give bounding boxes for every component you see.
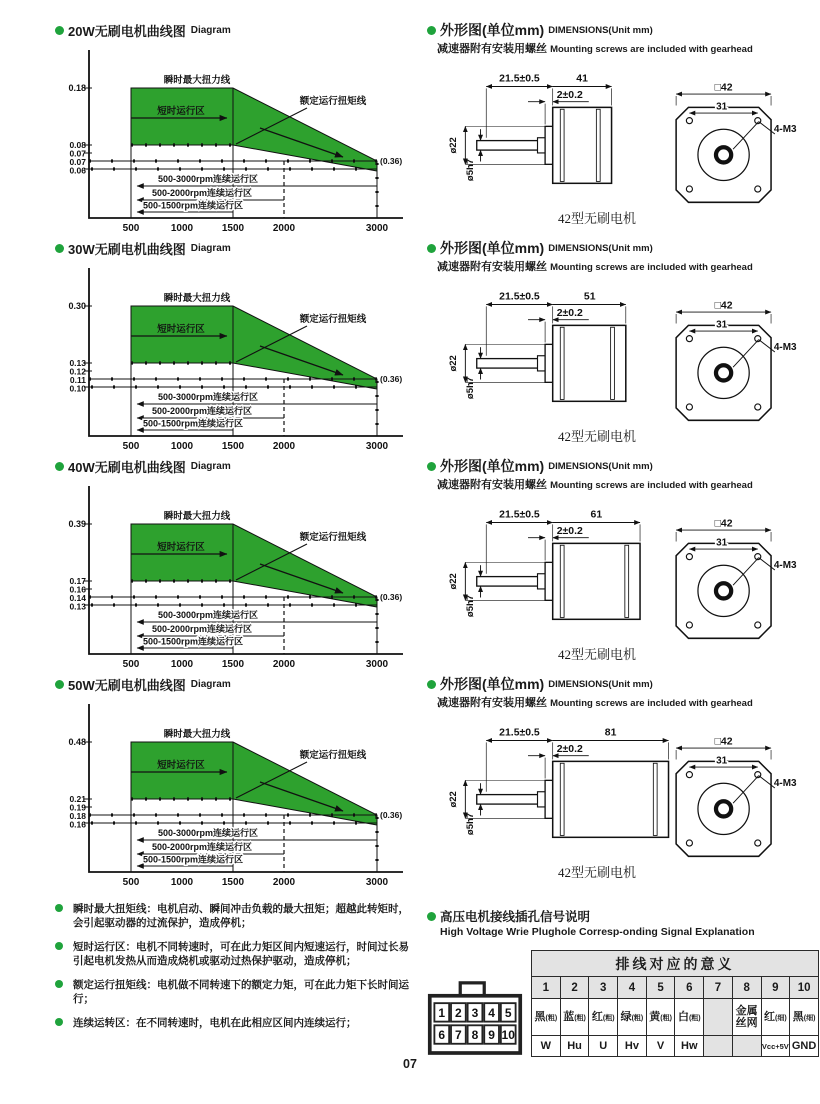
dim-title-en: DIMENSIONS(Unit mm)	[548, 24, 653, 36]
green-bullet-icon	[427, 462, 436, 471]
green-bullet-icon	[55, 942, 63, 950]
xtick-3000: 3000	[365, 223, 389, 234]
shaft	[477, 141, 545, 150]
green-bullet-icon	[427, 680, 436, 689]
zone-2000-label: 500-2000rpm连续运行区	[151, 406, 253, 416]
shaft-step	[538, 138, 546, 153]
ytick-0: 0.18	[68, 83, 86, 93]
ytick-4: 0.16	[69, 819, 86, 830]
ytick-3: 0.07	[69, 157, 86, 167]
motor-curve-chart-block	[55, 22, 421, 240]
wire-color-cell	[761, 999, 790, 1036]
dim-title-en: DIMENSIONS(Unit mm)	[548, 678, 653, 690]
chart-title-en: Diagram	[190, 242, 231, 254]
connector-pin-number: 4	[488, 1006, 495, 1020]
wire-size-label: (粗)	[688, 1014, 701, 1022]
chart-title-cn: 30W无刷电机曲线图	[68, 241, 186, 257]
xtick-1000: 1000	[170, 223, 194, 234]
motor-outline-drawing	[431, 494, 813, 644]
chart-title-en: Diagram	[190, 24, 231, 36]
rated-line-label: 额定运行扭矩线	[299, 532, 367, 543]
wire-size-label: (粗)	[631, 1014, 644, 1022]
page-number: 07	[403, 1057, 417, 1071]
dimensions-column	[427, 22, 819, 1057]
charts-column	[55, 22, 421, 1057]
ytick-2: 0.19	[69, 802, 86, 813]
wire-color-name: 红	[591, 1010, 603, 1023]
ytick-1: 0.17	[69, 576, 86, 586]
chart-title-cn: 20W无刷电机曲线图	[68, 23, 186, 39]
signal-title-cn: 高压电机接线插孔信号说明	[440, 910, 591, 924]
motor-body	[553, 107, 612, 183]
ytick-0: 0.48	[68, 737, 86, 747]
pilot-boss	[545, 562, 553, 600]
wire-size-label: (粗)	[602, 1014, 615, 1022]
pilot-boss	[545, 780, 553, 818]
zone-3000-label: 500-3000rpm连续运行区	[157, 610, 259, 620]
peak-line-label: 瞬时最大扭力线	[163, 511, 231, 522]
ytick-3: 0.18	[69, 811, 86, 821]
peak-line-label: 瞬时最大扭力线	[163, 729, 231, 740]
ytick-2: 0.07	[69, 148, 86, 159]
ytick-4: 0.06	[69, 165, 86, 176]
green-bullet-icon	[55, 462, 64, 471]
boss-dia-label: ø22	[447, 791, 459, 808]
dim-title-cn: 外形图(单位mm)	[440, 676, 545, 692]
drawing-caption: 42型无刷电机	[557, 211, 636, 226]
dim-title	[427, 240, 819, 256]
hole-pitch-label: 31	[716, 319, 728, 331]
xtick-1500: 1500	[221, 877, 245, 888]
connector-pin-number: 3	[471, 1006, 479, 1020]
connector-pin-number: 1	[438, 1006, 446, 1020]
shaft-dia-label: ø5h7	[464, 376, 476, 400]
zone-3000-label: 500-3000rpm连续运行区	[157, 392, 259, 402]
connector-pin-number: 9	[488, 1028, 495, 1043]
pin-number-cell: 2	[560, 977, 589, 999]
screw-label: 4-M3	[773, 560, 797, 572]
chart-title-en: Diagram	[190, 678, 231, 690]
connector-pin-number: 7	[455, 1028, 462, 1043]
wire-color-cell	[704, 999, 733, 1036]
chart-title-cn: 40W无刷电机曲线图	[68, 459, 186, 475]
dim-subtitle	[437, 694, 819, 710]
shaft-length-label: 21.5±0.5	[499, 73, 540, 85]
signal-name-cell: Hv	[618, 1036, 647, 1057]
pin-number-cell: 4	[618, 977, 647, 999]
motor-curve-chart-block	[55, 676, 421, 894]
motor-outline-drawing	[431, 712, 813, 862]
pin-number-cell: 9	[761, 977, 790, 999]
xtick-3000: 3000	[365, 659, 389, 670]
green-bullet-icon	[427, 26, 436, 35]
green-bullet-icon	[55, 980, 63, 988]
short-zone-label: 短时运行区	[157, 542, 205, 553]
shaft-length-label: 21.5±0.5	[499, 727, 540, 739]
dim-title	[427, 22, 819, 38]
wire-size-label: (粗)	[545, 1014, 558, 1022]
screw-label: 4-M3	[773, 778, 797, 790]
signal-name-cell: U	[589, 1036, 618, 1057]
wire-color-name: 金属丝网	[735, 1004, 758, 1029]
torque-speed-chart	[55, 258, 411, 456]
body-length-label: 61	[590, 509, 603, 521]
pilot-boss	[545, 344, 553, 382]
zone-3000-label: 500-3000rpm连续运行区	[157, 828, 259, 838]
rated-line-label: 额定运行扭矩线	[299, 314, 367, 325]
wire-color-cell	[560, 999, 589, 1036]
ytick-4: 0.10	[69, 383, 86, 394]
boss-thickness-label: 2±0.2	[556, 743, 583, 755]
torque-speed-chart	[55, 476, 411, 674]
dim-subtitle-cn: 减速器附有安装用螺丝	[437, 43, 547, 55]
zone-1500-label: 500-1500rpm连续运行区	[142, 418, 244, 429]
shaft-dia-label: ø5h7	[464, 594, 476, 618]
annotation: (0.36)	[380, 592, 403, 602]
note-text: 短时运行区：电机不同转速时，可在此力矩区间内短速运行，时间过长易引起电机发热从而造成烧机或驱动过热保护驱动，造成停机；	[73, 940, 409, 968]
signal-name-cell: Hu	[560, 1036, 589, 1057]
xtick-1000: 1000	[170, 659, 194, 670]
ytick-2: 0.16	[69, 584, 86, 595]
shaft-hole	[716, 147, 731, 162]
table-header: 排线对应的意义	[532, 951, 819, 977]
hole-pitch-label: 31	[716, 537, 728, 549]
xtick-500: 500	[122, 659, 140, 670]
xtick-1500: 1500	[221, 441, 245, 452]
pin-number-cell: 6	[675, 977, 704, 999]
pin-number-cell: 3	[589, 977, 618, 999]
square-label: □42	[714, 82, 733, 94]
motor-outline-drawing	[431, 58, 813, 208]
annotation: (0.36)	[380, 156, 403, 166]
connector-plug-icon	[427, 977, 523, 1057]
xtick-500: 500	[122, 877, 140, 888]
drawing-caption: 42型无刷电机	[557, 865, 636, 880]
chart-title	[55, 458, 421, 474]
annotation: (0.36)	[380, 374, 403, 384]
dim-subtitle-en: Mounting screws are included with gearhead	[550, 698, 753, 709]
pin-number-cell: 8	[732, 977, 761, 999]
dim-subtitle	[437, 476, 819, 492]
wire-color-cell	[532, 999, 561, 1036]
shaft-hole	[716, 583, 731, 598]
wire-color-cell	[732, 999, 761, 1036]
note-item	[55, 978, 413, 1007]
signal-table	[531, 950, 819, 1057]
wire-color-cell	[589, 999, 618, 1036]
signal-name-cell: GND	[790, 1036, 819, 1057]
chart-title-cn: 50W无刷电机曲线图	[68, 677, 186, 693]
ytick-0: 0.39	[68, 519, 86, 529]
dimension-drawing-block	[427, 458, 819, 676]
chart-title	[55, 240, 421, 256]
wire-size-label: (细)	[775, 1014, 787, 1022]
pin-number-cell: 1	[532, 977, 561, 999]
dim-title-cn: 外形图(单位mm)	[440, 240, 545, 256]
shaft-hole	[716, 365, 731, 380]
shaft-dia-label: ø5h7	[464, 158, 476, 182]
signal-name-cell: Hw	[675, 1036, 704, 1057]
xtick-2000: 2000	[272, 223, 296, 234]
xtick-1000: 1000	[170, 441, 194, 452]
screw-label: 4-M3	[773, 124, 797, 136]
motor-curve-chart-block	[55, 240, 421, 458]
dimension-drawing-block	[427, 22, 819, 240]
dim-subtitle-en: Mounting screws are included with gearhead	[550, 44, 753, 55]
body-length-label: 81	[604, 727, 617, 739]
wire-color-name: 黑	[534, 1010, 546, 1023]
dim-title-cn: 外形图(单位mm)	[440, 22, 545, 38]
motor-body	[553, 543, 640, 619]
peak-line-label: 瞬时最大扭力线	[163, 293, 231, 304]
green-bullet-icon	[55, 680, 64, 689]
motor-outline-drawing	[431, 276, 813, 426]
xtick-3000: 3000	[365, 877, 389, 888]
zone-1500-label: 500-1500rpm连续运行区	[142, 854, 244, 865]
short-zone-label: 短时运行区	[157, 106, 205, 117]
boss-dia-label: ø22	[447, 355, 459, 372]
signal-section	[427, 908, 819, 1057]
dimension-drawing-block	[427, 676, 819, 894]
wire-color-cell	[646, 999, 675, 1036]
zone-2000-label: 500-2000rpm连续运行区	[151, 842, 253, 852]
dim-subtitle-cn: 减速器附有安装用螺丝	[437, 697, 547, 709]
hole-pitch-label: 31	[716, 101, 728, 113]
body-length-label: 41	[576, 73, 588, 85]
dim-subtitle-en: Mounting screws are included with gearhead	[550, 262, 753, 273]
ytick-2: 0.12	[69, 366, 86, 377]
signal-name-cell	[732, 1036, 761, 1057]
drawing-caption: 42型无刷电机	[557, 429, 636, 444]
dim-subtitle-en: Mounting screws are included with gearhead	[550, 480, 753, 491]
boss-dia-label: ø22	[447, 137, 459, 154]
wire-color-cell	[790, 999, 819, 1036]
chart-title-en: Diagram	[190, 460, 231, 472]
boss-thickness-label: 2±0.2	[556, 307, 583, 319]
zone-1500-label: 500-1500rpm连续运行区	[142, 636, 244, 647]
green-bullet-icon	[55, 26, 64, 35]
connector-pin-number: 10	[501, 1028, 515, 1043]
short-zone-label: 短时运行区	[157, 760, 205, 771]
wire-color-name: 蓝	[563, 1010, 575, 1023]
green-bullet-icon	[55, 904, 63, 912]
note-text: 额定运行扭矩线：电机做不同转速下的额定力矩，可在此力矩下长时间运行；	[73, 978, 409, 1006]
note-text: 连续运转区：在不同转速时，电机在此相应区间内连续运行；	[73, 1016, 357, 1029]
ytick-1: 0.08	[69, 140, 86, 150]
zone-1500-label: 500-1500rpm连续运行区	[142, 200, 244, 211]
ytick-1: 0.21	[69, 794, 86, 804]
note-item	[55, 940, 413, 969]
pin-number-cell: 10	[790, 977, 819, 999]
dim-title-en: DIMENSIONS(Unit mm)	[548, 242, 653, 254]
boss-thickness-label: 2±0.2	[556, 525, 583, 537]
body-length-label: 51	[583, 291, 596, 303]
notes-list	[55, 902, 413, 1030]
shaft-length-label: 21.5±0.5	[499, 509, 540, 521]
signal-row	[427, 950, 819, 1057]
wire-color-name: 绿	[620, 1010, 632, 1023]
square-label: □42	[714, 300, 733, 312]
note-item	[55, 1016, 413, 1030]
xtick-2000: 2000	[272, 441, 296, 452]
dim-title-en: DIMENSIONS(Unit mm)	[548, 460, 653, 472]
wire-color-name: 黑	[792, 1010, 804, 1023]
chart-title	[55, 676, 421, 692]
square-label: □42	[714, 736, 733, 748]
ytick-4: 0.13	[69, 601, 86, 612]
connector-pin-number: 2	[455, 1006, 462, 1020]
connector-pin-number: 5	[504, 1006, 512, 1020]
wire-size-label: (粗)	[574, 1014, 586, 1022]
rated-line-label: 额定运行扭矩线	[299, 750, 367, 761]
shaft-length-label: 21.5±0.5	[499, 291, 540, 303]
dim-subtitle-cn: 减速器附有安装用螺丝	[437, 479, 547, 491]
motor-body	[553, 761, 669, 837]
xtick-1000: 1000	[170, 877, 194, 888]
zone-2000-label: 500-2000rpm连续运行区	[151, 624, 253, 634]
shaft-dia-label: ø5h7	[464, 812, 476, 836]
dim-title	[427, 458, 819, 474]
dim-subtitle-cn: 减速器附有安装用螺丝	[437, 261, 547, 273]
xtick-2000: 2000	[272, 659, 296, 670]
wire-color-name: 黄	[649, 1010, 661, 1023]
shaft-step	[538, 574, 546, 589]
green-bullet-icon	[55, 1018, 63, 1026]
signal-name-cell: W	[532, 1036, 561, 1057]
short-zone-label: 短时运行区	[157, 324, 205, 335]
wire-color-cell	[675, 999, 704, 1036]
boss-thickness-label: 2±0.2	[556, 89, 583, 101]
zone-3000-label: 500-3000rpm连续运行区	[157, 174, 259, 184]
shaft-step	[538, 356, 546, 371]
shaft	[477, 795, 545, 804]
xtick-1500: 1500	[221, 223, 245, 234]
xtick-500: 500	[122, 441, 140, 452]
green-bullet-icon	[55, 244, 64, 253]
note-item	[55, 902, 413, 931]
torque-speed-chart	[55, 40, 411, 238]
chart-title	[55, 22, 421, 38]
boss-dia-label: ø22	[447, 573, 459, 590]
xtick-500: 500	[122, 223, 140, 234]
dim-subtitle	[437, 40, 819, 56]
screw-label: 4-M3	[773, 342, 797, 354]
signal-title-en: High Voltage Wrie Plughole Corresp-onding Signal Explanation	[440, 926, 755, 938]
dim-title-cn: 外形图(单位mm)	[440, 458, 545, 474]
ytick-0: 0.30	[68, 301, 86, 311]
dimension-drawing-block	[427, 240, 819, 458]
annotation: (0.36)	[380, 810, 403, 820]
shaft-hole	[716, 801, 731, 816]
pilot-boss	[545, 126, 553, 164]
wire-size-label: (粗)	[660, 1014, 672, 1022]
drawing-caption: 42型无刷电机	[557, 647, 636, 662]
shaft	[477, 359, 545, 368]
rated-line-label: 额定运行扭矩线	[299, 96, 367, 107]
note-text: 瞬时最大扭矩线：电机启动、瞬间冲击负载的最大扭矩；超越此转矩时，会引起驱动器的过流保护，造成停机；	[73, 903, 409, 930]
pin-number-cell: 5	[646, 977, 675, 999]
dim-title	[427, 676, 819, 692]
green-bullet-icon	[427, 912, 436, 921]
signal-name-cell	[704, 1036, 733, 1057]
shaft-step	[538, 792, 546, 807]
wire-size-label: (细)	[803, 1014, 816, 1022]
wire-color-name: 白	[677, 1010, 689, 1023]
xtick-1500: 1500	[221, 659, 245, 670]
shaft	[477, 577, 545, 586]
ytick-1: 0.13	[69, 358, 86, 368]
ytick-3: 0.14	[69, 593, 86, 603]
peak-line-label: 瞬时最大扭力线	[163, 75, 231, 86]
signal-name-cell: V	[646, 1036, 675, 1057]
signal-name-cell: Vcc+5V	[761, 1036, 790, 1057]
zone-2000-label: 500-2000rpm连续运行区	[151, 188, 253, 198]
wire-color-name: 红	[764, 1010, 775, 1023]
connector-pin-number: 8	[471, 1028, 479, 1043]
wire-color-cell	[618, 999, 647, 1036]
connector-pin-number: 6	[438, 1028, 446, 1043]
torque-speed-chart	[55, 694, 411, 892]
green-bullet-icon	[427, 244, 436, 253]
square-label: □42	[714, 518, 733, 530]
motor-curve-chart-block	[55, 458, 421, 676]
dim-subtitle	[437, 258, 819, 274]
xtick-3000: 3000	[365, 441, 389, 452]
xtick-2000: 2000	[272, 877, 296, 888]
hole-pitch-label: 31	[716, 755, 728, 767]
signal-title	[427, 908, 819, 924]
pin-number-cell: 7	[704, 977, 733, 999]
ytick-3: 0.11	[69, 375, 86, 385]
